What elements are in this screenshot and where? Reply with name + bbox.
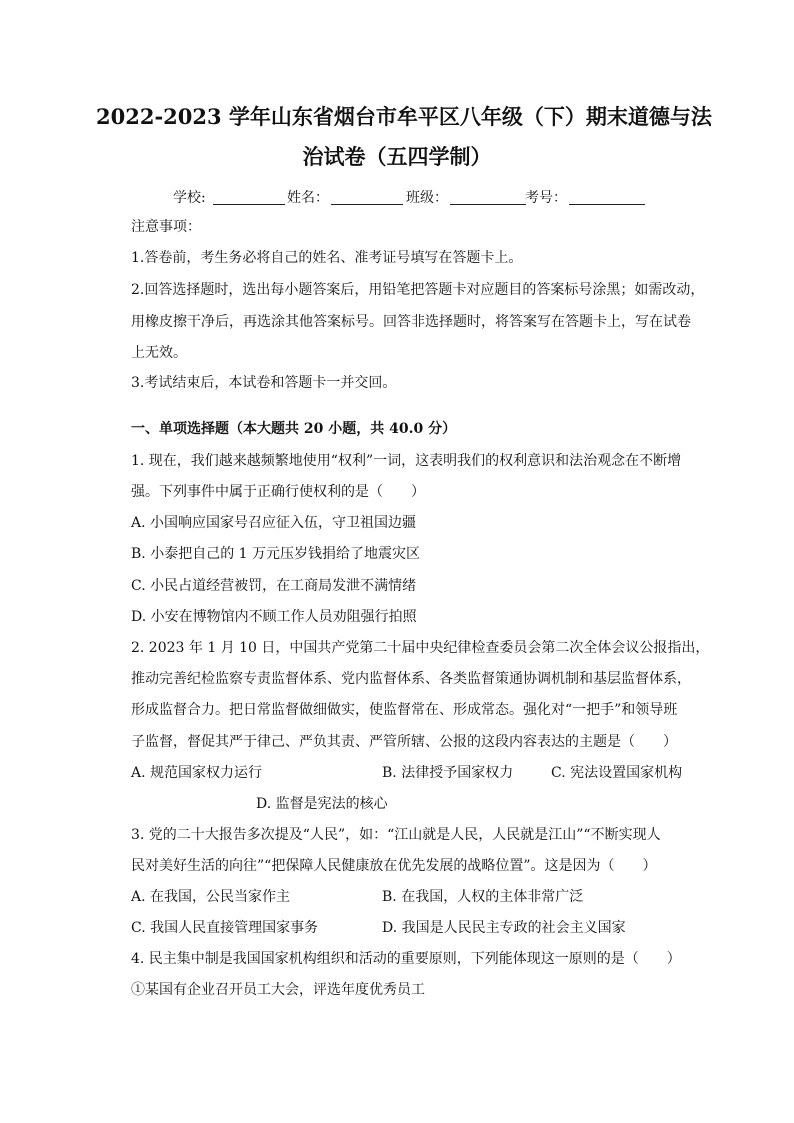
question-2-option-a: A. 规范国家权力运行 xyxy=(131,765,263,781)
notice-heading: 注意事项： xyxy=(131,219,201,235)
notice-line: 1.答卷前，考生务必将自己的姓名、准考证号填写在答题卡上。 xyxy=(131,250,523,266)
name-blank[interactable] xyxy=(331,204,403,205)
exam-number-label: 考号： xyxy=(525,190,567,206)
question-2-option-c: C. 宪法设置国家机构 xyxy=(551,765,683,781)
question-2-stem: 2. 2023 年 1 月 10 日，中国共产党第二十届中央纪律检查委员会第二次全体会议公报指出， xyxy=(131,640,710,656)
school-blank[interactable] xyxy=(213,204,285,205)
question-3-option-b: B. 在我国，人权的主体非常广泛 xyxy=(382,889,584,905)
student-info-row xyxy=(173,188,673,208)
class-blank[interactable] xyxy=(450,204,526,205)
question-4-item-1: ①某国有企业召开员工大会，评选年度优秀员工 xyxy=(131,982,425,998)
question-1-stem: 强。下列事件中属于正确行使权利的是（ ） xyxy=(131,484,425,500)
question-1-option-c: C. 小民占道经营被罚，在工商局发泄不满情绪 xyxy=(131,578,417,594)
notice-line: 3.考试结束后，本试卷和答题卡一并交回。 xyxy=(131,375,397,391)
question-1-option-b: B. 小泰把自己的 1 万元压岁钱捐给了地震灾区 xyxy=(131,546,420,562)
exam-title-line-2: 治试卷（五四学制） xyxy=(302,144,492,169)
notice-line: 用橡皮擦干净后，再选涂其他答案标号。回答非选择题时，将答案写在答题卡上，写在试卷 xyxy=(131,314,691,330)
question-2-option-d: D. 监督是宪法的核心 xyxy=(256,796,388,812)
question-3-stem: 民对美好生活的向往”“把保障人民健康放在优先发展的战略位置”。这是因为（ ） xyxy=(131,858,657,874)
school-label: 学校: xyxy=(173,190,206,206)
question-1-stem: 1. 现在，我们越来越频繁地使用“权利”一词，这表明我们的权利意识和法治观念在不断增 xyxy=(131,453,682,469)
notice-line: 2.回答选择题时，选出每小题答案后，用铅笔把答题卡对应题目的答案标号涂黑；如需改动， xyxy=(131,282,705,298)
question-2-stem: 形成监督合力。把日常监督做细做实，使监督常在、形成常态。强化对“一把手”和领导班 xyxy=(131,702,678,718)
section-heading-single-choice: 一、单项选择题（本大题共 20 小题，共 40.0 分） xyxy=(131,421,457,437)
question-1-option-a: A. 小国响应国家号召应征入伍，守卫祖国边疆 xyxy=(131,515,417,531)
question-4-stem: 4. 民主集中制是我国国家机构组织和活动的重要原则，下列能体现这一原则的是（ ） xyxy=(131,951,681,967)
question-2-stem: 子监督，督促其严于律己、严负其责、严管所辖、公报的这段内容表达的主题是（ ） xyxy=(131,734,677,750)
class-label: 班级： xyxy=(406,190,448,206)
name-label: 姓名： xyxy=(287,190,329,206)
question-2-option-b: B. 法律授予国家权力 xyxy=(382,765,514,781)
question-3-option-d: D. 我国是人民民主专政的社会主义国家 xyxy=(382,920,626,936)
exam-title-line-1: 2022-2023 学年山东省烟台市牟平区八年级（下）期末道德与法 xyxy=(96,104,712,129)
question-1-option-d: D. 小安在博物馆内不顾工作人员劝阻强行拍照 xyxy=(131,609,417,625)
question-3-option-c: C. 我国人民直接管理国家事务 xyxy=(131,920,319,936)
question-3-stem: 3. 党的二十大报告多次提及“人民”，如：“江山就是人民，人民就是江山”“不断实现人 xyxy=(131,827,661,843)
question-3-option-a: A. 在我国，公民当家作主 xyxy=(131,889,291,905)
notice-line: 上无效。 xyxy=(131,345,187,361)
exam-number-blank[interactable] xyxy=(569,204,645,205)
question-2-stem: 推动完善纪检监察专责监督体系、党内监督体系、各类监督策通协调机制和基层监督体系， xyxy=(131,671,691,687)
